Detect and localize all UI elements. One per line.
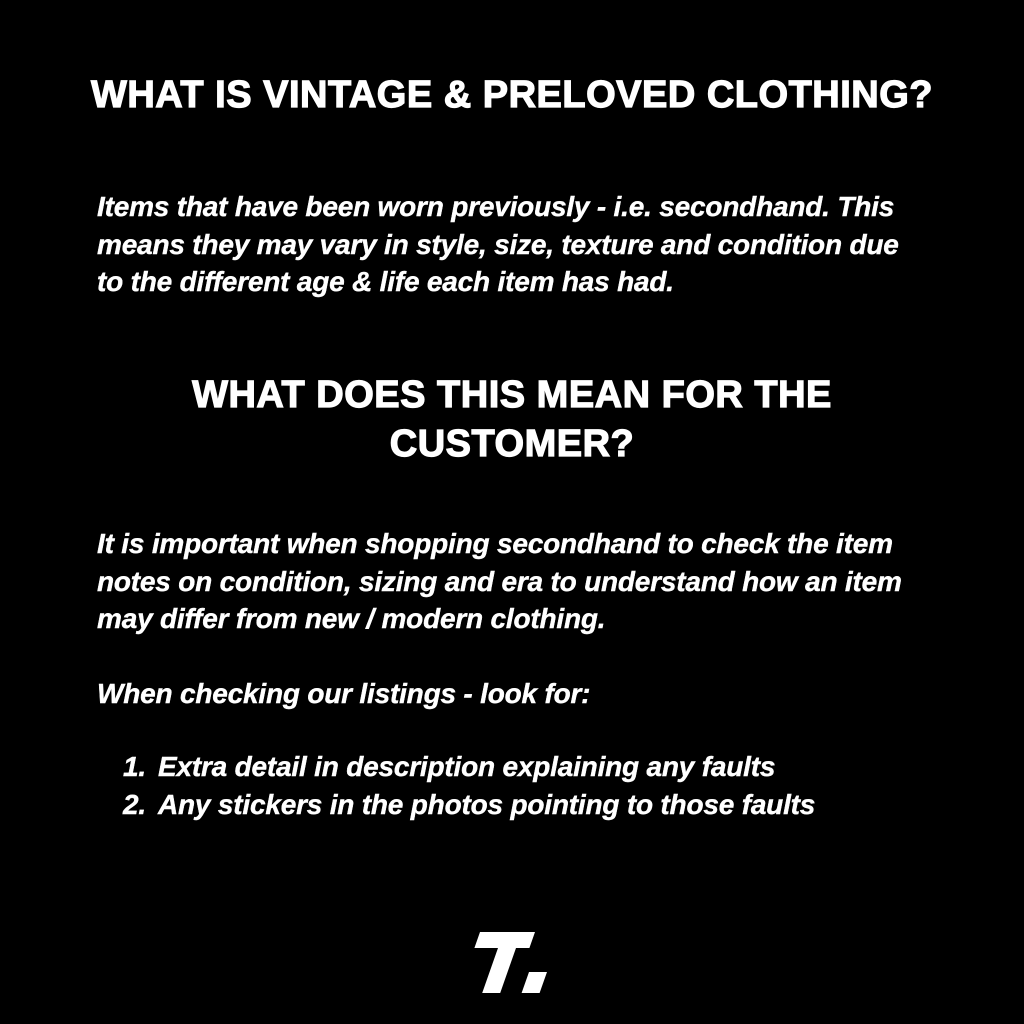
- t-logo-icon: [474, 932, 548, 994]
- customer-heading: WHAT DOES THIS MEAN FOR THE CUSTOMER?: [192, 374, 832, 465]
- list-item-number: 1.: [123, 751, 146, 782]
- listings-intro: When checking our listings - look for:: [97, 678, 591, 709]
- list-item-text: Any stickers in the photos pointing to those faults: [158, 788, 816, 820]
- vintage-heading: WHAT IS VINTAGE & PRELOVED CLOTHING?: [90, 74, 934, 116]
- list-item-text: Extra detail in description explaining any faults: [158, 751, 776, 782]
- vintage-description: Items that have been worn previously - i.e. secondhand. This means they may vary in style, size, texture and condition due to the different age & life each item has had.: [97, 191, 899, 297]
- brand-logo: [474, 932, 548, 994]
- customer-description: It is important when shopping secondhand to check the item notes on condition, sizing and era to understand how an item may differ from new / modern clothing.: [97, 528, 902, 634]
- list-item: [123, 748, 983, 786]
- list-item-number: 2.: [123, 788, 146, 820]
- fault-checklist: [123, 748, 983, 823]
- list-item: [123, 786, 983, 824]
